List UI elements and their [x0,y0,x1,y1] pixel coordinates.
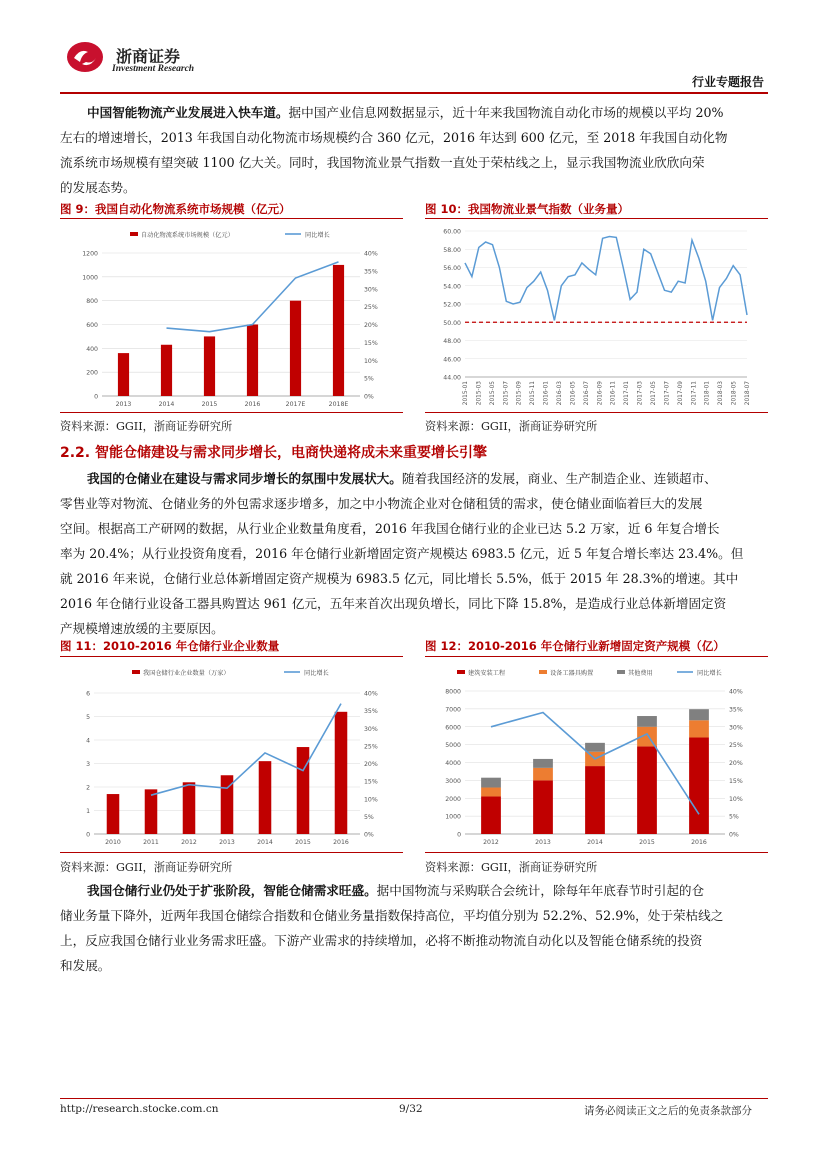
fig12-ytick: 3000 [445,777,461,785]
fig12-y2tick: 40% [729,688,743,696]
fig11-source: 资料来源：GGII，浙商证券研究所 [60,861,233,874]
fig11-bar [297,747,310,834]
fig11-xtick: 2011 [143,839,159,846]
fig12-y2tick: 10% [729,795,743,803]
fig9-xtick: 2016 [244,401,261,408]
fig10-xtick: 2017-05 [651,381,657,406]
fig12-ytick: 8000 [445,688,461,696]
company-name-en: Investment Research [112,64,195,74]
paragraph-3: 我国仓储行业仍处于扩张阶段，智能仓储需求旺盛。据中国物流与采购联合会统计，除每年年底春节时引起的仓 储业务量下降外，近两年我国仓储综合指数和仓储业务量指数保持高位，平均值分别为 52.2%、52.9%，处于荣枯线之 上，反应我国仓储行业业务需求旺盛。下游产业需求的持续增加，必将不断推动物流自动化以及智能仓储系统的投资 和发展。 [60,883,724,973]
fig9-bar [290,301,301,396]
page-number: 9/32 [399,1103,423,1115]
fig11-ytick: 4 [86,737,90,745]
fig12-bar [481,796,501,834]
fig11-ytick: 6 [86,690,90,698]
fig9-frame [60,218,403,413]
fig12-ytick: 1000 [445,813,461,821]
fig12-legend-label: 设备工器具购置 [550,670,594,677]
fig10-xtick: 2018-01 [704,381,711,406]
company-name-cn: 浙商证券 [116,47,181,66]
fig9-xtick: 2014 [158,401,175,408]
fig11-y2tick: 10% [364,796,378,804]
fig10-ytick: 44.00 [443,374,461,382]
fig11-growth-line [151,704,341,796]
fig11-y2tick: 35% [364,708,378,716]
fig10-source: 资料来源：GGII，浙商证券研究所 [425,420,598,433]
fig9-legend-label: 自动化物流系统市场规模（亿元） [141,232,234,239]
fig11-ytick: 1 [86,808,90,815]
fig10-xtick: 2015-03 [476,381,483,406]
fig12-bar [533,768,553,781]
fig9-y2tick: 25% [364,304,378,312]
fig10-frame [425,218,768,413]
fig10-ytick: 52.00 [443,301,461,309]
fig11-y2tick: 30% [364,725,378,733]
fig10-xtick: 2015-01 [463,381,469,406]
fig11-title: 图 11：2010-2016 年仓储行业企业数量 [60,639,280,653]
fig12-bar [585,766,605,834]
fig9-growth-line [167,262,339,332]
fig12-y2tick: 20% [729,760,743,767]
fig10-xtick: 2018-03 [718,381,725,406]
fig12-y2tick: 5% [729,813,739,821]
fig11-legend-label: 我国仓储行业企业数量（万家） [143,670,230,677]
fig12-bar [481,778,501,788]
fig9-y2tick: 5% [364,375,374,383]
fig12-bar [637,716,657,727]
fig12-xtick: 2015 [639,839,655,846]
fig12-ytick: 2000 [445,795,461,803]
paragraph-2-lead: 我国的仓储业在建设与需求同步增长的氛围中发展状大。 [87,471,402,486]
fig11-ytick: 0 [86,831,90,839]
fig9-bar [118,353,129,396]
fig10-ytick: 54.00 [443,283,461,291]
fig11-xtick: 2012 [181,839,197,846]
paragraph-3-lead: 我国仓储行业仍处于扩张阶段，智能仓储需求旺盛。 [87,883,377,898]
fig11-xtick: 2016 [333,839,349,846]
fig9-y2tick: 15% [364,339,378,347]
fig9-y2tick: 35% [364,268,378,276]
fig12-legend-label: 同比增长 [697,670,722,677]
fig11-y2tick: 5% [364,813,374,821]
fig11-ytick: 2 [86,784,90,792]
fig9-ytick: 1200 [82,250,98,258]
fig11-legend-swatch [132,670,140,674]
fig11-y2tick: 15% [364,778,378,786]
fig12-chart [425,657,768,854]
fig12-bar [481,788,501,797]
fig11-ytick: 5 [86,714,90,721]
fig10-ytick: 56.00 [443,265,461,272]
paragraph-1: 中国智能物流产业发展进入快车道。据中国产业信息网数据显示，近十年来我国物流自动化市场的规模以平均 20% 左右的增速增长，2013 年我国自动化物流市场规模约合 360 亿元，2016 年达到 600 亿元，至 2018 年我国自动化物 流系统市场规模有望突破 1100 亿大关。同时，我国物流业景气指数一直处于荣枯线之上，显示我国物流业欣欣向荣 的发展态势。 [60,105,728,195]
fig9-y2tick: 40% [364,250,378,258]
fig10-xtick: 2018-05 [731,381,738,406]
fig12-bar [689,737,709,834]
fig10-xtick: 2016-01 [543,381,550,406]
fig12-xtick: 2016 [691,839,707,846]
fig11-chart [60,657,403,854]
fig12-legend-label: 建筑安装工程 [468,670,506,677]
fig11-legend-label: 同比增长 [304,670,329,677]
fig10-xtick: 2017-07 [664,381,671,406]
fig12-legend-label: 其他费用 [628,670,653,677]
footer-url-link[interactable]: http://research.stocke.com.cn [60,1103,219,1115]
fig10-xtick: 2015-05 [489,381,496,406]
fig12-y2tick: 25% [729,742,743,750]
fig10-xtick: 2017-01 [624,381,631,406]
fig9-bar [247,325,258,397]
fig10-xtick: 2015-07 [503,381,510,406]
fig12-ytick: 5000 [445,742,461,750]
fig9-xtick: 2018E [328,401,349,408]
fig10-xtick: 2017-03 [637,381,644,406]
fig9-legend-label: 同比增长 [305,232,330,239]
fig12-xtick: 2012 [483,839,499,846]
fig10-ytick: 58.00 [443,246,461,254]
logo-mark-icon [66,40,104,74]
fig9-y2tick: 0% [364,393,374,401]
fig12-bar [689,720,709,737]
section-title: 2.2. 智能仓储建设与需求同步增长，电商快递将成未来重要增长引擎 [60,445,487,461]
fig10-xtick: 2018-07 [745,381,751,406]
fig9-y2tick: 30% [364,286,378,294]
fig12-bar [533,759,553,768]
fig12-bar [533,780,553,834]
fig9-xtick: 2013 [115,401,132,408]
fig11-xtick: 2015 [295,839,311,846]
fig12-bar [637,746,657,834]
fig9-ytick: 0 [94,393,98,401]
footer-divider [60,1098,768,1099]
report-type: 行业专题报告 [692,75,765,89]
fig12-legend-swatch [457,670,465,674]
fig9-bar [204,336,215,396]
fig11-bar [335,712,348,834]
fig12-legend-swatch [539,670,547,674]
fig12-title: 图 12：2010-2016 年仓储行业新增固定资产规模（亿） [425,639,725,653]
fig9-ytick: 200 [86,369,98,377]
fig12-ytick: 4000 [445,760,461,767]
fig12-xtick: 2014 [587,839,603,846]
fig9-ytick: 600 [86,322,98,329]
fig12-legend-swatch [617,670,625,674]
fig9-bar [333,265,344,396]
fig11-frame [60,656,403,853]
fig11-y2tick: 20% [364,761,378,768]
header-divider [60,92,768,94]
fig9-ytick: 400 [86,345,98,353]
fig10-xtick: 2016-03 [557,381,563,406]
fig10-xtick: 2016-09 [597,381,604,406]
fig9-xtick: 2017E [285,401,306,408]
fig12-frame [425,656,768,853]
fig10-xtick: 2017-11 [691,381,698,406]
fig11-bar [145,789,158,834]
fig11-y2tick: 40% [364,690,378,698]
fig12-y2tick: 35% [729,706,743,714]
fig12-y2tick: 15% [729,777,743,785]
fig9-y2tick: 20% [364,322,378,329]
fig10-xtick: 2015-09 [516,381,523,406]
fig12-source: 资料来源：GGII，浙商证券研究所 [425,861,598,874]
paragraph-2: 我国的仓储业在建设与需求同步增长的氛围中发展状大。随着我国经济的发展，商业、生产制造企业、连锁超市、 零售业等对物流、仓储业务的外包需求逐步增多，加之中小物流企业对仓储租赁的需求，使仓储业面临着巨大的发展 空间。根据高工产研网的数据，从行业企业数量角度看，2016 年我国仓储行业的企业已达 5.2 万家，近 6 年复合增长 率为 20.4%；从行业投资角度看，2016 年仓储行业新增固定资产规模达 6983.5 亿元，近 5 年复合增长率达 23.4%。但 就 2016 年来说，仓储行业总体新增固定资产规模为 6983.5 亿元，同比增长 5.5%，低于 2015 年 28.3%的增速。其中 2016 年仓储行业设备工器具购置达 961 亿元，五年来首次出现负增长，同比下降 15.8%，是造成行业总体新增固定资 产规模增速放缓的主要原因。 [60,471,744,636]
fig10-ytick: 46.00 [443,356,461,364]
fig11-y2tick: 25% [364,743,378,751]
fig9-ytick: 800 [86,298,98,306]
fig11-xtick: 2014 [257,839,273,846]
fig10-xtick: 2016-11 [610,381,617,406]
fig10-xtick: 2016-07 [583,381,590,406]
fig12-bar [689,709,709,720]
fig12-y2tick: 0% [729,831,739,839]
fig11-bar [183,782,196,834]
fig11-ytick: 3 [86,761,90,768]
fig12-ytick: 6000 [445,724,461,732]
fig9-chart [60,219,403,414]
fig12-ytick: 0 [457,831,461,839]
fig9-ytick: 1000 [82,274,98,282]
fig12-y2tick: 30% [729,724,743,732]
fig12-xtick: 2013 [535,839,551,846]
fig11-bar [259,761,272,834]
fig10-xtick: 2017-09 [677,381,684,406]
fig9-bar [161,345,172,396]
fig12-ytick: 7000 [445,706,461,714]
fig10-xtick: 2016-05 [570,381,577,406]
fig10-ytick: 50.00 [443,319,461,327]
fig9-y2tick: 10% [364,357,378,365]
fig10-chart [425,219,768,414]
fig10-ytick: 60.00 [443,228,461,236]
footer-disclaimer: 请务必阅读正文之后的免责条款部分 [584,1105,752,1117]
fig9-title: 图 9：我国自动化物流系统市场规模（亿元） [60,202,291,216]
paragraph-1-lead: 中国智能物流产业发展进入快车道。 [87,105,289,120]
fig10-title: 图 10：我国物流业景气指数（业务量） [425,202,630,216]
fig10-xtick: 2015-11 [530,381,537,406]
fig11-xtick: 2013 [219,839,235,846]
fig11-y2tick: 0% [364,831,374,839]
fig11-bar [107,794,120,834]
fig12-bar [585,743,605,752]
fig9-source: 资料来源：GGII，浙商证券研究所 [60,420,233,433]
fig10-ytick: 48.00 [443,338,461,345]
fig9-legend-swatch [130,232,138,236]
logo [66,40,104,74]
fig11-xtick: 2010 [105,839,121,846]
fig9-xtick: 2015 [201,401,218,408]
